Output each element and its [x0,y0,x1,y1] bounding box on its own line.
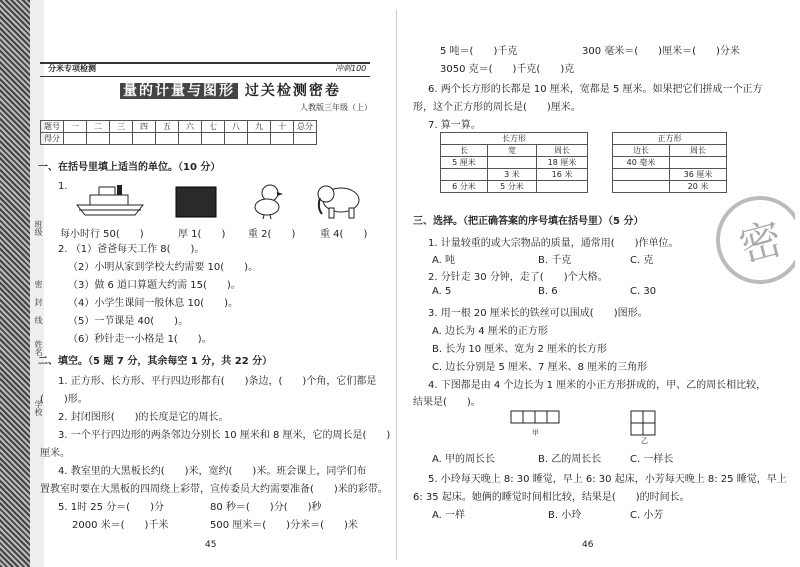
score-header: 五 [156,121,179,133]
s1-q2-6: （6）秒针走一小格是 1( )。 [68,334,212,345]
s1-item-chick: 重 2( ) [248,229,296,240]
r-conv-c: 3050 克＝( )千克( )克 [440,64,575,75]
score-header: 九 [248,121,271,133]
score-header: 题号 [41,121,64,133]
c5: 5. 小玲每天晚上 8: 30 睡觉，早上 6: 30 起床，小芳每天晚上 8: 25 睡觉，早上 [428,474,787,485]
elephant-picture [315,180,363,220]
label-jia: 甲 [532,429,539,437]
c1-opt-b[interactable]: B. 千克 [538,255,572,266]
rect-row [441,181,588,193]
s2-q5a: 5. 1时 25 分＝( )分 [58,502,164,513]
c3-opt-c[interactable]: C. 边长分别是 5 厘米、7 厘米、8 厘米的三角形 [432,362,648,373]
score-cell[interactable] [110,133,133,145]
s1-q2-1: 2. （1）爸爸每天工作 8( )。 [58,244,205,255]
score-header: 总分 [294,121,317,133]
s1-q2-5: （5）一节课是 40( )。 [68,316,189,327]
score-cell[interactable] [133,133,156,145]
c2: 2. 分针走 30 分钟，走了( )个大格。 [428,272,608,283]
s2-q5c: 2000 米＝( )千米 [72,520,169,531]
score-cell[interactable] [64,133,87,145]
sq-cell: 36 厘米 [670,169,727,181]
rect-cell: 3 米 [488,169,537,181]
c3: 3. 用一根 20 厘米长的铁丝可以围成( )图形。 [428,308,648,319]
rect-cell: 6 分米 [441,181,488,193]
sq-title-row [613,133,727,145]
rect-title: 长方形 [441,133,588,145]
title-highlight: 量的计量与图形 [120,83,238,99]
binding-strip [0,0,30,567]
c5-opt-c[interactable]: C. 小芳 [630,510,664,521]
c5-opt-a[interactable]: A. 一样 [432,510,466,521]
label-yi: 乙 [641,437,648,445]
s1-q1-num: 1. [58,181,68,192]
q7: 7. 算一算。 [428,120,481,131]
c4-opt-a[interactable]: A. 甲的周长长 [432,454,496,465]
score-row-label: 得分 [41,133,64,145]
rect-row [441,157,588,169]
score-header-row [41,121,317,133]
sq-row [613,157,727,169]
c4-opt-c[interactable]: C. 一样长 [630,454,674,465]
book-picture [175,186,217,218]
sq-head: 边长 [613,145,670,157]
score-header: 四 [133,121,156,133]
s2-q2: 2. 封闭图形( )的长度是它的周长。 [58,412,229,423]
header-left: 分米专项检测 [48,64,96,73]
rect-cell[interactable] [537,181,588,193]
ship-picture [75,183,145,218]
binding-label-school: 学校 [34,400,43,416]
score-cell[interactable] [87,133,110,145]
sq-head: 周长 [670,145,727,157]
score-header: 六 [179,121,202,133]
c1: 1. 计量较重的或大宗物品的质量，通常用( )作单位。 [428,238,679,249]
rect-cell: 18 厘米 [537,157,588,169]
page-number-left: 45 [205,540,217,550]
rectangle-table [440,132,588,193]
page-number-right: 46 [582,540,594,550]
s2-q4: 4. 教室里的大黑板长约( )米，宽约( )米。班会课上，同学们布 [58,466,367,477]
s2-q3: 3. 一个平行四边形的两条邻边分别长 10 厘米和 8 厘米，它的周长是( ) [58,430,391,441]
title-rest: 过关检测密卷 [238,83,341,99]
square-table [612,132,727,193]
edition: 人教版三年级（上） [300,103,372,112]
sq-cell: 40 毫米 [613,157,670,169]
score-cell[interactable] [156,133,179,145]
rect-row [441,169,588,181]
sq-head-row [613,145,727,157]
q6b: 形，这个正方形的周长是( )厘米。 [413,102,581,113]
section1-title: 一、在括号里填上适当的单位。（10 分） [38,162,221,173]
rect-head: 长 [441,145,488,157]
sq-title: 正方形 [613,133,727,145]
c2-opt-a[interactable]: A. 5 [432,286,452,297]
c2-opt-c[interactable]: C. 30 [630,286,657,297]
score-header: 二 [87,121,110,133]
score-header: 七 [202,121,225,133]
score-cell[interactable] [225,133,248,145]
binding-label-class: 班级 [34,220,43,236]
c1-opt-a[interactable]: A. 吨 [432,255,456,266]
s1-item-ship: 每小时行 50( ) [60,229,144,240]
confidential-stamp [715,185,795,295]
s2-q4b: 置教室时要在大黑板的四周绕上彩带，宣传委员大约需要准备( )米的彩带。 [40,484,388,495]
score-header: 三 [110,121,133,133]
rect-cell: 5 厘米 [441,157,488,169]
rect-head: 宽 [488,145,537,157]
c5-opt-b[interactable]: B. 小玲 [548,510,582,521]
c3-opt-a[interactable]: A. 边长为 4 厘米的正方形 [432,326,548,337]
c3-opt-b[interactable]: B. 长为 10 厘米、宽为 2 厘米的长方形 [432,344,608,355]
chick-picture [250,183,285,220]
score-cell[interactable] [294,133,317,145]
score-cell[interactable] [248,133,271,145]
binding-label-name: 姓名 [34,340,43,356]
sq-cell: 20 米 [670,181,727,193]
c5b: 6: 35 起床。她俩的睡觉时间相比较，结果是( )的时间长。 [413,492,690,503]
s1-q2-2: （2）小明从家到学校大约需要 10( )。 [68,262,259,273]
binding-label-mi: 密 [34,280,43,288]
rect-cell: 5 分米 [488,181,537,193]
sq-cell[interactable] [670,157,727,169]
s2-q5d: 500 厘米＝( )分米＝( )米 [210,520,358,531]
s2-q5b: 80 秒＝( )分( )秒 [210,502,322,513]
s1-q2-3: （3）做 6 道口算题大约需 15( )。 [68,280,241,291]
c1-opt-c[interactable]: C. 克 [630,255,654,266]
r-conv-a: 5 吨＝( )千克 [440,46,518,57]
score-header: 十 [271,121,294,133]
c4: 4. 下图都是由 4 个边长为 1 厘米的小正方形拼成的，甲、乙的周长相比较， [428,380,767,391]
sq-row [613,169,727,181]
page-title [120,80,341,100]
rect-cell: 16 米 [537,169,588,181]
binding-label-xian: 线 [34,316,43,324]
score-row [41,133,317,145]
sq-cell[interactable] [613,181,670,193]
rect-head: 周长 [537,145,588,157]
stamp-char: 密 [734,213,788,272]
binding-label-feng: 封 [34,298,43,306]
sq-row [613,181,727,193]
page-divider [396,10,397,560]
score-header: 一 [64,121,87,133]
s2-q1b: ( )形。 [40,394,88,405]
score-header: 八 [225,121,248,133]
c4-opt-b[interactable]: B. 乙的周长长 [538,454,602,465]
score-cell[interactable] [179,133,202,145]
section2-title: 二、填空。（5 题 7 分，其余每空 1 分，共 22 分） [38,356,273,367]
s2-q3b: 厘米。 [40,448,70,459]
header-right: 冲刺100 [335,64,367,73]
rect-title-row [441,133,588,145]
c4b: 结果是( )。 [413,397,481,408]
c2-opt-b[interactable]: B. 6 [538,286,558,297]
section3-title: 三、选择。（把正确答案的序号填在括号里）（5 分） [413,216,644,227]
rect-head-row [441,145,588,157]
s1-item-elephant: 重 4( ) [320,229,368,240]
rect-cell[interactable] [441,169,488,181]
score-table [40,120,317,145]
r-conv-b: 300 毫米＝( )厘米＝( )分米 [582,46,740,57]
s1-item-book: 厚 1( ) [178,229,226,240]
s2-q1: 1. 正方形、长方形、平行四边形都有( )条边，( )个角，它们都是 [58,376,377,387]
rect-cell[interactable] [488,157,537,169]
q6: 6. 两个长方形的长都是 10 厘米，宽都是 5 厘米。如果把它们拼成一个正方 [428,84,763,95]
score-cell[interactable] [271,133,294,145]
score-cell[interactable] [202,133,225,145]
sq-cell[interactable] [613,169,670,181]
s1-q2-4: （4）小学生课间一般休息 10( )。 [68,298,239,309]
